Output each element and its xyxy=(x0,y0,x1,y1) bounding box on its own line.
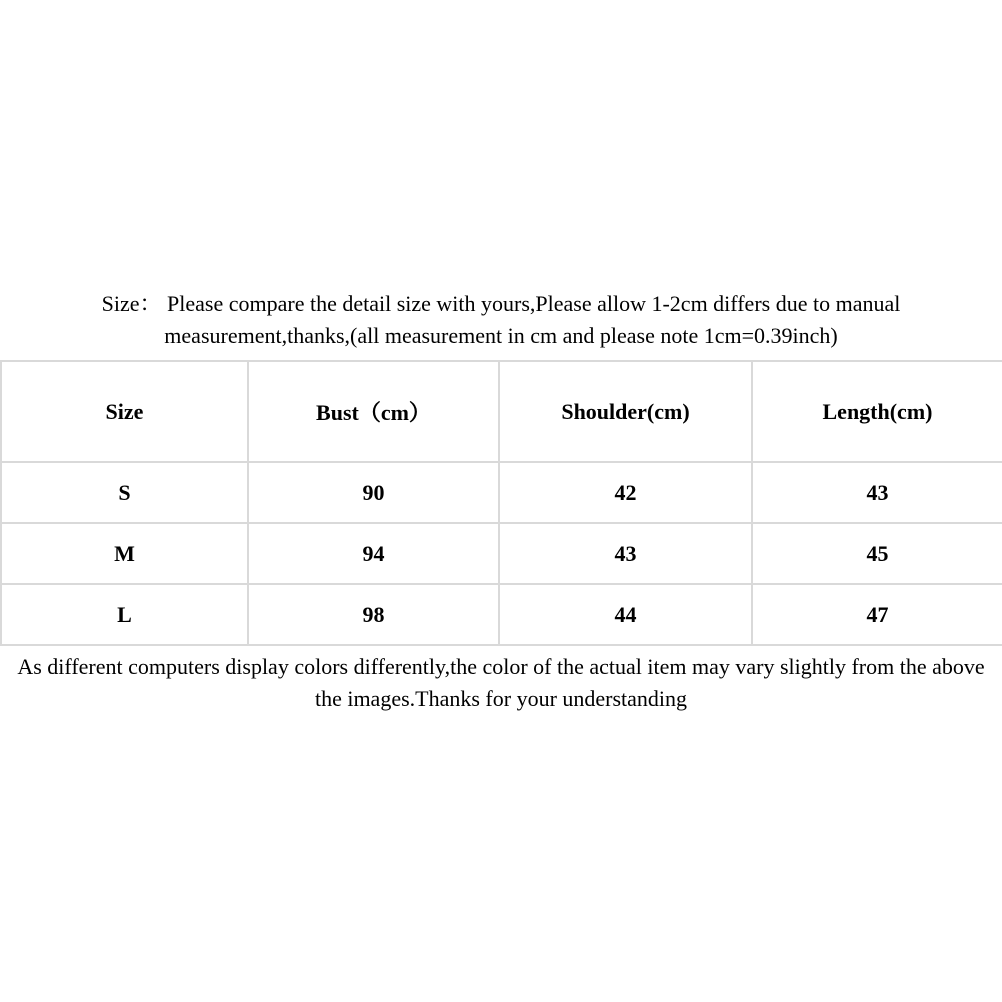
cell-bust-m: 94 xyxy=(248,523,499,584)
cell-size-s: S xyxy=(1,462,248,523)
size-note-line-2: measurement,thanks,(all measurement in cm and please note 1cm=0.39inch) xyxy=(164,323,838,348)
column-header-bust: Bust（cm） xyxy=(248,361,499,462)
cell-shoulder-l: 44 xyxy=(499,584,752,645)
disclaimer-line-1: As different computers display colors differently,the color of the actual item may vary slightly from the above xyxy=(17,654,985,679)
cell-size-l: L xyxy=(1,584,248,645)
cell-length-m: 45 xyxy=(752,523,1002,584)
table-row-size-s xyxy=(1,462,1002,523)
cell-bust-s: 90 xyxy=(248,462,499,523)
table-row-size-l xyxy=(1,584,1002,645)
size-note-line-1: Size： Please compare the detail size with yours,Please allow 1-2cm differs due to manual xyxy=(101,291,901,316)
table-row-size-m xyxy=(1,523,1002,584)
color-disclaimer xyxy=(0,651,1002,715)
size-table xyxy=(0,360,1002,646)
column-header-shoulder: Shoulder(cm) xyxy=(499,361,752,462)
cell-bust-l: 98 xyxy=(248,584,499,645)
cell-size-m: M xyxy=(1,523,248,584)
disclaimer-line-2: the images.Thanks for your understanding xyxy=(314,686,688,711)
cell-length-l: 47 xyxy=(752,584,1002,645)
size-note xyxy=(0,288,1002,352)
cell-shoulder-s: 42 xyxy=(499,462,752,523)
column-header-size: Size xyxy=(1,361,248,462)
cell-length-s: 43 xyxy=(752,462,1002,523)
size-table-header-row xyxy=(1,361,1002,462)
cell-shoulder-m: 43 xyxy=(499,523,752,584)
column-header-length: Length(cm) xyxy=(752,361,1002,462)
